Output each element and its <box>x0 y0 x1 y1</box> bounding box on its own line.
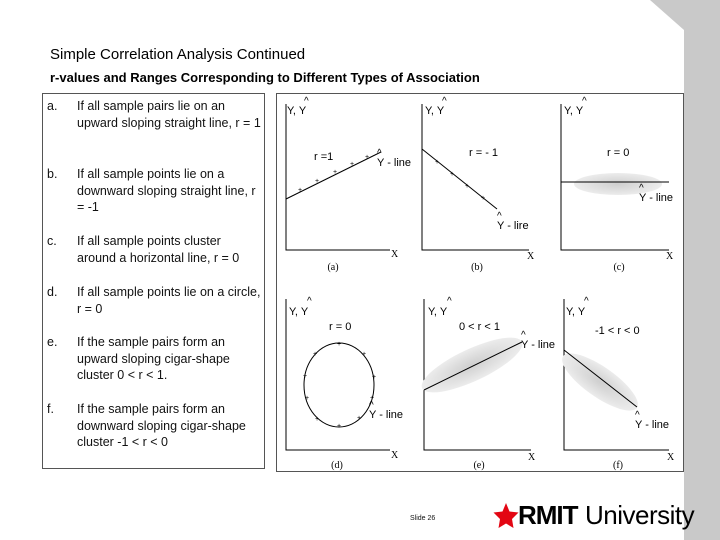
r-value-b: r = - 1 <box>469 147 499 159</box>
points-d <box>303 341 376 430</box>
x-axis-label-b: X <box>527 251 535 262</box>
caption-a: (a) <box>327 262 339 273</box>
data-point: + <box>314 178 320 185</box>
x-axis-label-f: X <box>667 452 675 463</box>
point-cloud-f <box>555 344 646 420</box>
data-point: + <box>434 159 440 166</box>
item-label: a. <box>47 99 58 113</box>
item-text: If the sample pairs form an upward sloping cigar-shape cluster 0 < r < 1. <box>77 335 230 382</box>
yaxis-label-c: Y, Y <box>564 105 584 117</box>
caption-e: (e) <box>473 460 485 471</box>
data-point: + <box>449 171 455 178</box>
data-point: + <box>304 395 310 402</box>
data-point: + <box>336 341 342 348</box>
item-text: If the sample pairs form an downward sloping cigar-shape cluster -1 < r < 0 <box>77 402 246 449</box>
hat-mark-d: ^ <box>307 296 312 307</box>
x-axis-label-e: X <box>528 452 536 463</box>
hat-mark-e: ^ <box>447 296 452 307</box>
hat-mark-a2: ^ <box>377 148 382 159</box>
line-label-e: Y - line <box>521 339 556 351</box>
data-point: + <box>480 195 486 202</box>
line-label-a: Y - line <box>377 157 412 169</box>
diagram-f <box>555 296 675 471</box>
rmit-university-logo <box>492 498 712 538</box>
logo-university-text: University <box>585 500 695 530</box>
data-point: + <box>332 169 338 176</box>
list-item-d <box>47 284 261 317</box>
yaxis-label-d: Y, Y <box>289 306 309 318</box>
list-item-e <box>47 334 261 384</box>
yaxis-label-f: Y, Y <box>566 306 586 318</box>
r-value-f: -1 < r < 0 <box>595 325 640 337</box>
data-point: + <box>371 374 377 381</box>
yaxis-label-b: Y, Y <box>425 105 445 117</box>
slide-title: Simple Correlation Analysis Continued <box>50 46 306 63</box>
data-point: + <box>369 395 375 402</box>
scatter-diagrams <box>277 94 685 473</box>
item-text: If all sample points lie on a circle, r = 0 <box>77 285 261 316</box>
hat-mark-c2: ^ <box>639 183 644 194</box>
diagram-d <box>286 296 403 471</box>
line-label-c: Y - line <box>639 192 674 204</box>
r-value-c: r = 0 <box>607 147 630 159</box>
hat-mark-b2: ^ <box>497 211 502 222</box>
caption-f: (f) <box>613 460 623 471</box>
data-point: + <box>356 415 362 422</box>
item-label: e. <box>47 335 58 349</box>
data-point: + <box>464 183 470 190</box>
data-point: + <box>336 423 342 430</box>
x-axis-label-a: X <box>391 249 399 260</box>
list-item-c <box>47 233 261 266</box>
list-item-b <box>47 166 261 216</box>
data-point: + <box>302 373 308 380</box>
line-label-b: Y - lire <box>497 220 529 232</box>
r-value-e: 0 < r < 1 <box>459 321 500 333</box>
axes-a <box>286 104 390 250</box>
hat-mark-f2: ^ <box>635 410 640 421</box>
line-label-f: Y - line <box>635 419 670 431</box>
item-text: If all sample points cluster around a horizontal line, r = 0 <box>77 234 240 265</box>
yaxis-label-a: Y, Y <box>287 105 307 117</box>
hat-mark-b: ^ <box>442 96 447 107</box>
item-text: If all sample points lie on a downward sloping straight line, r = -1 <box>77 167 256 214</box>
caption-d: (d) <box>331 460 343 471</box>
star-icon <box>492 502 520 530</box>
hat-mark-e2: ^ <box>521 330 526 341</box>
diagram-a <box>286 96 411 273</box>
x-axis-label-c: X <box>666 251 674 262</box>
data-point: + <box>364 154 370 161</box>
slide-number: Slide 26 <box>410 515 436 522</box>
item-text: If all sample pairs lie on an upward sloping straight line, r = 1 <box>77 99 261 130</box>
item-label: f. <box>47 402 54 416</box>
item-label: c. <box>47 234 57 248</box>
item-label: b. <box>47 167 58 181</box>
data-point: + <box>312 351 318 358</box>
data-point: + <box>314 416 320 423</box>
diagram-b <box>422 96 535 273</box>
list-item-a <box>47 98 261 131</box>
data-point: + <box>361 351 367 358</box>
x-axis-label-d: X <box>391 450 399 461</box>
point-cloud-e <box>415 327 528 402</box>
list-item-f <box>47 401 261 451</box>
line-label-d: Y - line <box>369 409 404 421</box>
item-label: d. <box>47 285 58 299</box>
data-point: + <box>349 161 355 168</box>
diagram-c <box>561 96 674 273</box>
diagram-e <box>415 296 555 471</box>
r-value-a: r =1 <box>314 151 334 163</box>
data-point: + <box>297 187 303 194</box>
r-value-d: r = 0 <box>329 321 352 333</box>
caption-c: (c) <box>613 262 625 273</box>
caption-b: (b) <box>471 262 483 273</box>
hat-mark-d2: ^ <box>369 400 374 411</box>
slide-subtitle: r-values and Ranges Corresponding to Different Types of Association <box>50 70 480 85</box>
scatter-diagrams-panel <box>276 93 684 472</box>
hat-mark-a: ^ <box>304 96 309 107</box>
association-list <box>42 93 265 469</box>
logo-rmit-text: RMIT <box>518 500 578 530</box>
yaxis-label-e: Y, Y <box>428 306 448 318</box>
hat-mark-f: ^ <box>584 296 589 307</box>
hat-mark-c: ^ <box>582 96 587 107</box>
